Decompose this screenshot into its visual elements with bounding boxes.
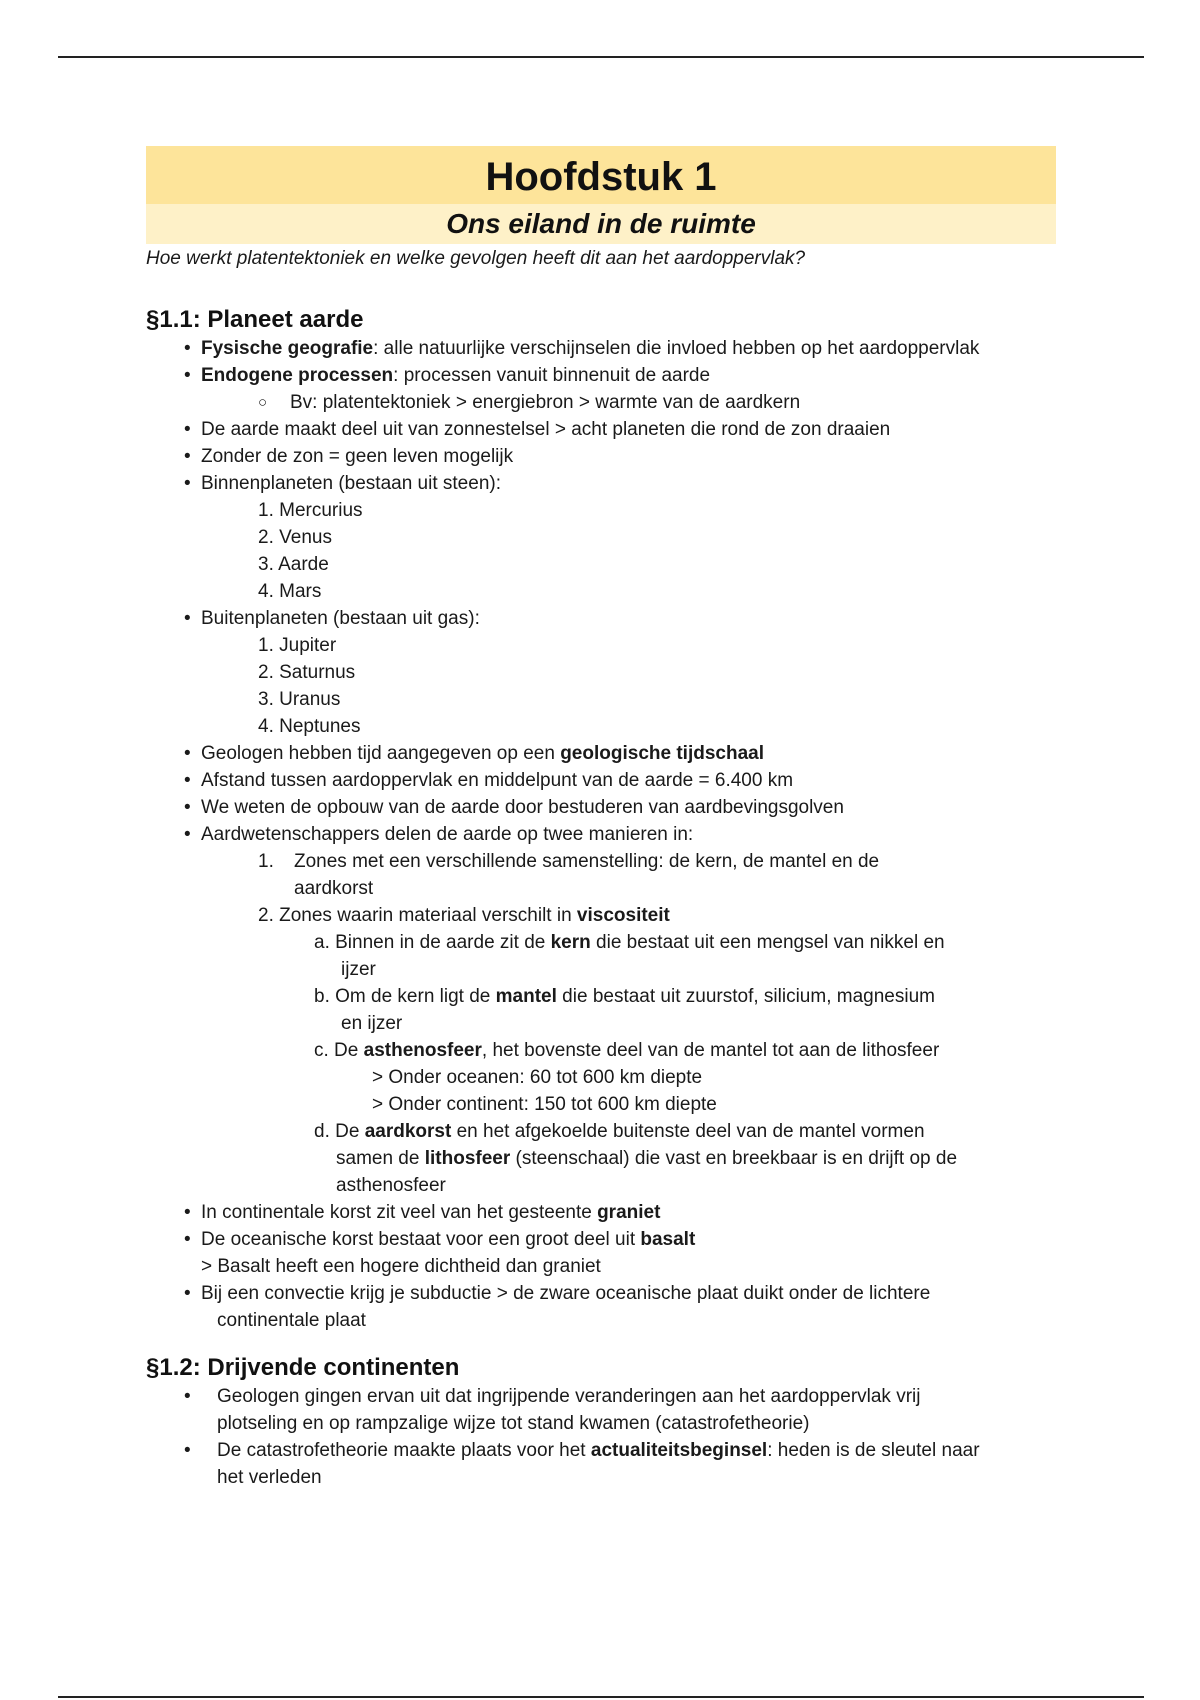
lettered-item: b. Om de kern ligt de mantel die bestaat uit zuurstof, silicium, magnesium	[314, 986, 935, 1007]
bullet-icon: •	[184, 1440, 191, 1461]
sub-list-item: ○ Bv: platentektoniek > energiebron > warmte van de aardkern	[146, 389, 1056, 416]
list-item-note: > Basalt heeft een hogere dichtheid dan graniet	[201, 1256, 601, 1277]
numbered-item-continuation: aardkorst	[294, 878, 374, 899]
list-item: • Geologen hebben tijd aangegeven op een geologische tijdschaal	[146, 740, 1056, 767]
list-item-continuation: het verleden	[217, 1467, 322, 1488]
section-heading-1-1: §1.1: Planeet aarde	[146, 306, 364, 333]
lettered-item-continuation: en ijzer	[341, 1013, 403, 1034]
planet-item: 2. Saturnus	[258, 662, 356, 683]
bullet-icon: •	[184, 446, 191, 467]
list-item: • Endogene processen: processen vanuit binnenuit de aarde	[146, 362, 1056, 389]
circle-bullet-icon: ○	[258, 394, 268, 411]
bullet-list-1-2	[146, 1383, 1056, 1491]
bullet-icon: •	[184, 419, 191, 440]
list-item-continuation: plotseling en op rampzalige wijze tot stand kwamen (catastrofetheorie)	[217, 1413, 810, 1434]
bullet-icon: •	[184, 1229, 191, 1250]
lettered-item: a. Binnen in de aarde zit de kern die bestaat uit een mengsel van nikkel en	[314, 932, 945, 953]
numbered-item: 1. Zones met een verschillende samenstelling: de kern, de mantel en de	[146, 848, 1056, 875]
bullet-icon: •	[184, 338, 191, 359]
lettered-item: c. De asthenosfeer, het bovenste deel van de mantel tot aan de lithosfeer	[314, 1040, 940, 1061]
list-item: • Fysische geografie: alle natuurlijke verschijnselen die invloed hebben op het aardoppervlak	[146, 335, 1056, 362]
lettered-item-continuation: samen de lithosfeer (steenschaal) die vast en breekbaar is en drijft op de	[336, 1148, 958, 1169]
list-item-continuation: continentale plaat	[217, 1310, 366, 1331]
planet-item: 1. Jupiter	[258, 635, 337, 656]
document-body	[146, 146, 1056, 1491]
bottom-rule	[58, 1696, 1144, 1698]
bullet-icon: •	[184, 770, 191, 791]
bullet-icon: •	[184, 797, 191, 818]
lettered-item: d. De aardkorst en het afgekoelde buitenste deel van de mantel vormen	[314, 1121, 925, 1142]
bullet-list-1-1	[146, 335, 1056, 1334]
list-item: • De aarde maakt deel uit van zonnestelsel > acht planeten die rond de zon draaien	[146, 416, 1056, 443]
list-item: • Bij een convectie krijg je subductie > de zware oceanische plaat duikt onder de lichtere	[146, 1280, 1056, 1307]
list-item: • Buitenplaneten (bestaan uit gas):	[146, 605, 1056, 632]
bullet-icon: •	[184, 1202, 191, 1223]
bullet-icon: •	[184, 1283, 191, 1304]
bullet-icon: •	[184, 365, 191, 386]
planet-item: 3. Aarde	[258, 554, 329, 575]
top-rule	[58, 56, 1144, 58]
bullet-icon: •	[184, 473, 191, 494]
chapter-question: Hoe werkt platentektoniek en welke gevolgen heeft dit aan het aardoppervlak?	[146, 248, 806, 269]
list-item: • We weten de opbouw van de aarde door bestuderen van aardbevingsgolven	[146, 794, 1056, 821]
item-number: 1.	[258, 851, 274, 872]
section-heading-1-2: §1.2: Drijvende continenten	[146, 1354, 460, 1381]
chapter-subtitle: Ons eiland in de ruimte	[146, 204, 1056, 244]
bullet-icon: •	[184, 1386, 191, 1407]
planet-item: 4. Mars	[258, 581, 322, 602]
bullet-icon: •	[184, 824, 191, 845]
list-item: • De catastrofetheorie maakte plaats voor het actualiteitsbeginsel: heden is de sleutel naar	[146, 1437, 1056, 1464]
list-item: • Afstand tussen aardoppervlak en middelpunt van de aarde = 6.400 km	[146, 767, 1056, 794]
chapter-title: Hoofdstuk 1	[146, 146, 1056, 204]
planet-item: 4. Neptunes	[258, 716, 361, 737]
bullet-icon: •	[184, 608, 191, 629]
bullet-icon: •	[184, 743, 191, 764]
lettered-item-continuation: ijzer	[341, 959, 376, 980]
depth-note: > Onder oceanen: 60 tot 600 km diepte	[372, 1067, 703, 1088]
planet-item: 1. Mercurius	[258, 500, 363, 521]
list-item: • Geologen gingen ervan uit dat ingrijpende veranderingen aan het aardoppervlak vrij	[146, 1383, 1056, 1410]
list-item: • Zonder de zon = geen leven mogelijk	[146, 443, 1056, 470]
list-item: • Aardwetenschappers delen de aarde op twee manieren in:	[146, 821, 1056, 848]
planet-item: 3. Uranus	[258, 689, 341, 710]
numbered-item: 2. Zones waarin materiaal verschilt in viscositeit	[258, 905, 670, 926]
lettered-item-continuation: asthenosfeer	[336, 1175, 446, 1196]
list-item: • In continentale korst zit veel van het gesteente graniet	[146, 1199, 1056, 1226]
planet-item: 2. Venus	[258, 527, 332, 548]
depth-note: > Onder continent: 150 tot 600 km diepte	[372, 1094, 717, 1115]
list-item: • Binnenplaneten (bestaan uit steen):	[146, 470, 1056, 497]
list-item: • De oceanische korst bestaat voor een groot deel uit basalt	[146, 1226, 1056, 1253]
